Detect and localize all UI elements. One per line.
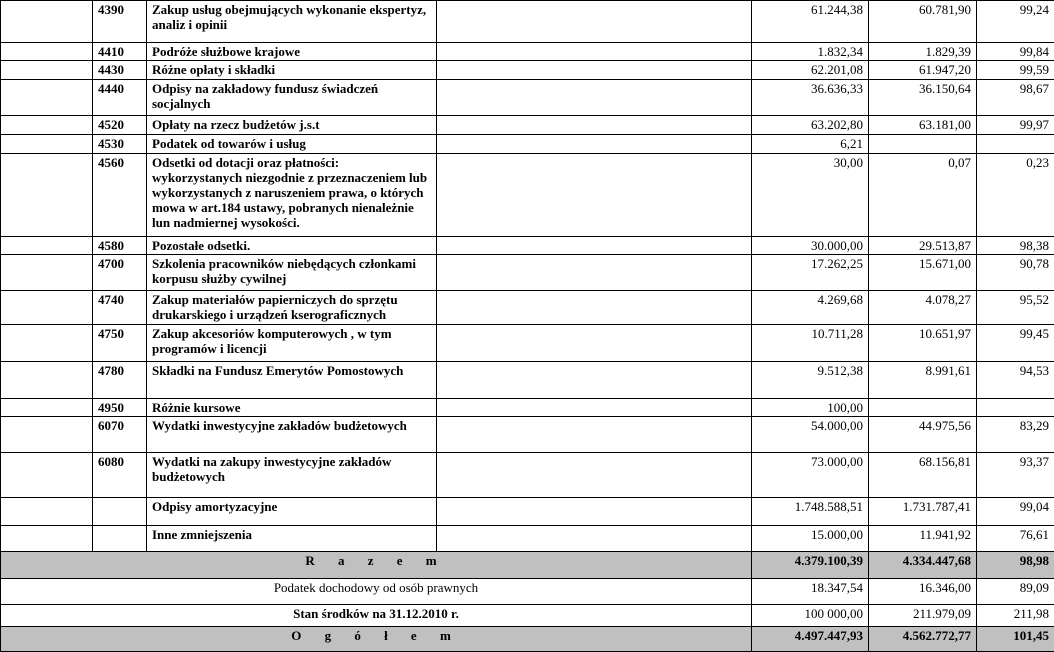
exec-cell: 10.651,97	[869, 324, 977, 361]
code-cell: 4390	[93, 1, 147, 43]
razem-pct: 98,98	[977, 552, 1054, 579]
blank-cell	[1, 324, 93, 361]
name-cell: Podróże służbowe krajowe	[147, 43, 437, 61]
table-row	[1, 525, 1054, 552]
blank-cell	[437, 1, 752, 43]
blank-cell	[1, 61, 93, 79]
table-row	[1, 291, 1054, 325]
table-row	[1, 153, 1054, 236]
plan-cell: 61.244,38	[752, 1, 869, 43]
exec-cell: 4.078,27	[869, 291, 977, 325]
name-cell: Wydatki na zakupy inwestycyjne zakładów budżetowych	[147, 453, 437, 498]
exec-cell: 63.181,00	[869, 115, 977, 134]
plan-cell: 62.201,08	[752, 61, 869, 79]
name-cell: Odpisy amortyzacyjne	[147, 498, 437, 526]
ogolem-pct: 101,45	[977, 627, 1054, 652]
blank-cell	[1, 255, 93, 291]
exec-cell: 36.150,64	[869, 79, 977, 115]
stan-pct: 211,98	[977, 604, 1054, 627]
name-cell: Zakup usług obejmujących wykonanie ekspertyz, analiz i opinii	[147, 1, 437, 43]
pct-cell: 99,45	[977, 324, 1054, 361]
pct-cell: 90,78	[977, 255, 1054, 291]
code-cell: 4530	[93, 135, 147, 153]
plan-cell: 63.202,80	[752, 115, 869, 134]
code-cell: 4780	[93, 361, 147, 398]
exec-cell: 60.781,90	[869, 1, 977, 43]
pct-cell: 99,04	[977, 498, 1054, 526]
blank-cell	[437, 291, 752, 325]
blank-cell	[1, 115, 93, 134]
name-cell: Inne zmniejszenia	[147, 525, 437, 552]
blank-cell	[1, 398, 93, 416]
ogolem-label: O g ó ł e m	[1, 627, 752, 652]
code-cell: 4560	[93, 153, 147, 236]
pct-cell	[977, 135, 1054, 153]
name-cell: Wydatki inwestycyjne zakładów budżetowych	[147, 417, 437, 453]
blank-cell	[437, 361, 752, 398]
plan-cell: 10.711,28	[752, 324, 869, 361]
code-cell	[93, 498, 147, 526]
pct-cell: 99,24	[977, 1, 1054, 43]
code-cell	[93, 525, 147, 552]
name-cell: Szkolenia pracowników niebędących członkami korpusu służby cywilnej	[147, 255, 437, 291]
pct-cell: 0,23	[977, 153, 1054, 236]
pct-cell: 99,59	[977, 61, 1054, 79]
name-cell: Odsetki od dotacji oraz płatności: wykorzystanych niezgodnie z przeznaczeniem lub wykorzystanych z naruszeniem prawa, o których mowa w art.184 ustawy, pobranych nienależnie lun nadmiernej wysokości.	[147, 153, 437, 236]
table-row	[1, 417, 1054, 453]
blank-cell	[1, 453, 93, 498]
name-cell: Zakup materiałów papierniczych do sprzętu drukarskiego i urządzeń kserograficznych	[147, 291, 437, 325]
stan-row	[1, 604, 1054, 627]
razem-plan: 4.379.100,39	[752, 552, 869, 579]
blank-cell	[1, 1, 93, 43]
pct-cell	[977, 398, 1054, 416]
blank-cell	[1, 417, 93, 453]
blank-cell	[1, 498, 93, 526]
plan-cell: 30,00	[752, 153, 869, 236]
exec-cell: 8.991,61	[869, 361, 977, 398]
table-row	[1, 1, 1054, 43]
blank-cell	[437, 236, 752, 254]
blank-cell	[1, 291, 93, 325]
table-row	[1, 115, 1054, 134]
blank-cell	[437, 498, 752, 526]
blank-cell	[437, 79, 752, 115]
plan-cell: 54.000,00	[752, 417, 869, 453]
table-row	[1, 255, 1054, 291]
pct-cell: 99,84	[977, 43, 1054, 61]
tax-row	[1, 579, 1054, 605]
code-cell: 4750	[93, 324, 147, 361]
plan-cell: 100,00	[752, 398, 869, 416]
blank-cell	[1, 525, 93, 552]
blank-cell	[1, 361, 93, 398]
pct-cell: 93,37	[977, 453, 1054, 498]
blank-cell	[1, 79, 93, 115]
blank-cell	[1, 236, 93, 254]
name-cell: Opłaty na rzecz budżetów j.s.t	[147, 115, 437, 134]
table-row	[1, 453, 1054, 498]
ogolem-row	[1, 627, 1054, 652]
exec-cell	[869, 398, 977, 416]
pct-cell: 99,97	[977, 115, 1054, 134]
name-cell: Różne opłaty i składki	[147, 61, 437, 79]
blank-cell	[1, 153, 93, 236]
exec-cell: 11.941,92	[869, 525, 977, 552]
code-cell: 4440	[93, 79, 147, 115]
exec-cell: 29.513,87	[869, 236, 977, 254]
exec-cell: 0,07	[869, 153, 977, 236]
code-cell: 4950	[93, 398, 147, 416]
plan-cell: 30.000,00	[752, 236, 869, 254]
blank-cell	[437, 324, 752, 361]
code-cell: 4520	[93, 115, 147, 134]
razem-row	[1, 552, 1054, 579]
table-row	[1, 324, 1054, 361]
blank-cell	[437, 453, 752, 498]
pct-cell: 98,67	[977, 79, 1054, 115]
code-cell: 4740	[93, 291, 147, 325]
exec-cell: 44.975,56	[869, 417, 977, 453]
exec-cell: 15.671,00	[869, 255, 977, 291]
blank-cell	[437, 525, 752, 552]
stan-label: Stan środków na 31.12.2010 r.	[1, 604, 752, 627]
table-row	[1, 498, 1054, 526]
code-cell: 6070	[93, 417, 147, 453]
pct-cell: 94,53	[977, 361, 1054, 398]
plan-cell: 1.832,34	[752, 43, 869, 61]
table-row	[1, 135, 1054, 153]
table-row	[1, 361, 1054, 398]
blank-cell	[437, 135, 752, 153]
code-cell: 4700	[93, 255, 147, 291]
plan-cell: 73.000,00	[752, 453, 869, 498]
exec-cell: 68.156,81	[869, 453, 977, 498]
name-cell: Odpisy na zakładowy fundusz świadczeń socjalnych	[147, 79, 437, 115]
name-cell: Podatek od towarów i usług	[147, 135, 437, 153]
code-cell: 4430	[93, 61, 147, 79]
table-row	[1, 236, 1054, 254]
ogolem-plan: 4.497.447,93	[752, 627, 869, 652]
name-cell: Pozostałe odsetki.	[147, 236, 437, 254]
plan-cell: 36.636,33	[752, 79, 869, 115]
exec-cell	[869, 135, 977, 153]
code-cell: 6080	[93, 453, 147, 498]
pct-cell: 98,38	[977, 236, 1054, 254]
code-cell: 4580	[93, 236, 147, 254]
table-row	[1, 79, 1054, 115]
ogolem-exec: 4.562.772,77	[869, 627, 977, 652]
table-body	[1, 1, 1054, 652]
plan-cell: 9.512,38	[752, 361, 869, 398]
code-cell: 4410	[93, 43, 147, 61]
exec-cell: 1.731.787,41	[869, 498, 977, 526]
tax-pct: 89,09	[977, 579, 1054, 605]
razem-label: R a z e m	[1, 552, 752, 579]
tax-plan: 18.347,54	[752, 579, 869, 605]
plan-cell: 1.748.588,51	[752, 498, 869, 526]
blank-cell	[437, 115, 752, 134]
plan-cell: 17.262,25	[752, 255, 869, 291]
plan-cell: 6,21	[752, 135, 869, 153]
plan-cell: 4.269,68	[752, 291, 869, 325]
blank-cell	[437, 255, 752, 291]
tax-exec: 16.346,00	[869, 579, 977, 605]
blank-cell	[437, 398, 752, 416]
pct-cell: 76,61	[977, 525, 1054, 552]
table-row	[1, 61, 1054, 79]
blank-cell	[437, 61, 752, 79]
blank-cell	[437, 43, 752, 61]
table-row	[1, 43, 1054, 61]
pct-cell: 83,29	[977, 417, 1054, 453]
plan-cell: 15.000,00	[752, 525, 869, 552]
blank-cell	[1, 135, 93, 153]
stan-plan: 100 000,00	[752, 604, 869, 627]
blank-cell	[437, 153, 752, 236]
tax-label: Podatek dochodowy od osób prawnych	[1, 579, 752, 605]
name-cell: Zakup akcesoriów komputerowych , w tym programów i licencji	[147, 324, 437, 361]
exec-cell: 1.829,39	[869, 43, 977, 61]
name-cell: Różnie kursowe	[147, 398, 437, 416]
name-cell: Składki na Fundusz Emerytów Pomostowych	[147, 361, 437, 398]
exec-cell: 61.947,20	[869, 61, 977, 79]
blank-cell	[437, 417, 752, 453]
blank-cell	[1, 43, 93, 61]
stan-exec: 211.979,09	[869, 604, 977, 627]
pct-cell: 95,52	[977, 291, 1054, 325]
table-row	[1, 398, 1054, 416]
razem-exec: 4.334.447,68	[869, 552, 977, 579]
